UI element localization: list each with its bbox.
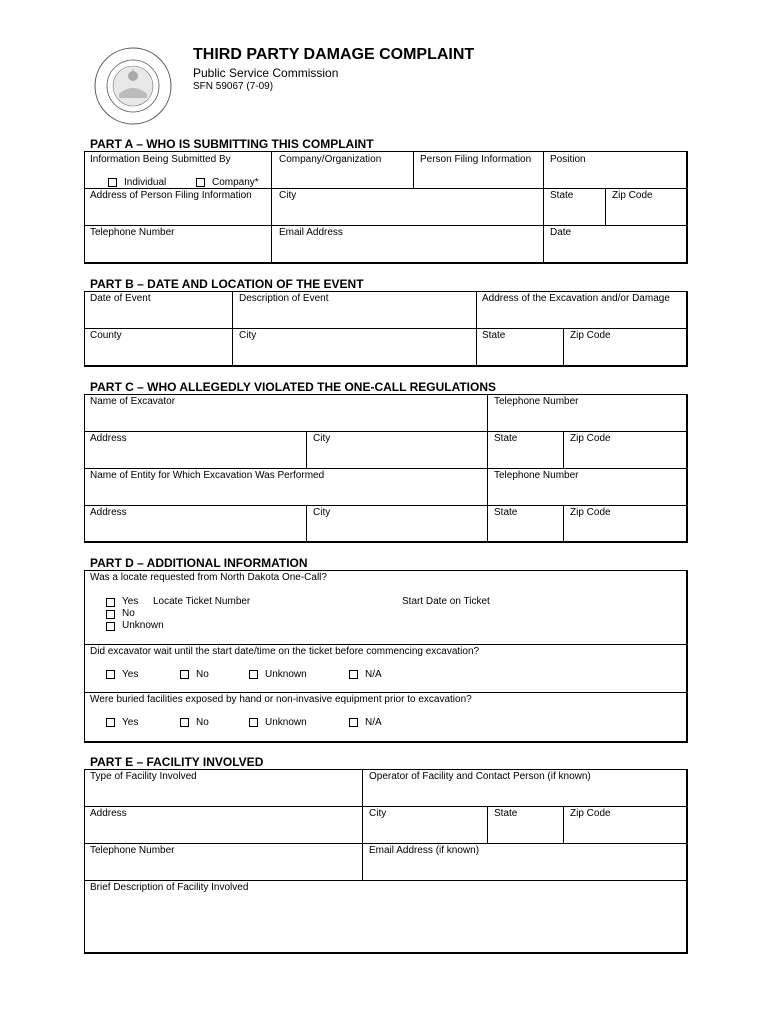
locate-unknown-label: Unknown — [122, 620, 164, 631]
excavator-telephone-field[interactable]: Telephone Number — [494, 396, 579, 407]
facility-state-field[interactable]: State — [494, 808, 518, 819]
wait-yes-label: Yes — [122, 669, 139, 680]
facility-email-field[interactable]: Email Address (if known) — [369, 845, 480, 856]
wait-no-label: No — [196, 669, 209, 680]
description-of-event-field[interactable]: Description of Event — [239, 293, 329, 304]
entity-zip-field[interactable]: Zip Code — [570, 507, 611, 518]
wait-yes-checkbox[interactable] — [106, 670, 115, 679]
wait-no-checkbox[interactable] — [180, 670, 189, 679]
company-checkbox[interactable] — [196, 178, 205, 187]
excavator-city-field[interactable]: City — [313, 433, 331, 444]
date-field[interactable]: Date — [550, 227, 572, 238]
entity-telephone-field[interactable]: Telephone Number — [494, 470, 579, 481]
exposed-yes-checkbox[interactable] — [106, 718, 115, 727]
locate-yes-label: Yes — [122, 596, 139, 607]
locate-no-checkbox[interactable] — [106, 610, 115, 619]
individual-label: Individual — [124, 177, 167, 188]
address-excavation-field[interactable]: Address of the Excavation and/or Damage — [482, 293, 670, 304]
zip-code-field[interactable]: Zip Code — [570, 330, 611, 341]
address-person-filing-field[interactable]: Address of Person Filing Information — [90, 190, 252, 201]
locate-yes-checkbox[interactable] — [106, 598, 115, 607]
exposed-unknown-label: Unknown — [265, 717, 307, 728]
state-field[interactable]: State — [482, 330, 506, 341]
part-a-title: PART A – WHO IS SUBMITTING THIS COMPLAINT — [90, 137, 374, 151]
wait-start-date-question: Did excavator wait until the start date/time on the ticket before commencing excavation? — [90, 646, 480, 657]
email-field[interactable]: Email Address — [279, 227, 343, 238]
info-submitted-by-label: Information Being Submitted By — [90, 154, 231, 165]
facility-city-field[interactable]: City — [369, 808, 387, 819]
individual-checkbox[interactable] — [108, 178, 117, 187]
excavator-address-field[interactable]: Address — [90, 433, 127, 444]
buried-facilities-question: Were buried facilities exposed by hand or non-invasive equipment prior to excavation? — [90, 694, 472, 705]
exposed-na-checkbox[interactable] — [349, 718, 358, 727]
part-e-title: PART E – FACILITY INVOLVED — [90, 755, 264, 769]
county-field[interactable]: County — [90, 330, 122, 341]
start-date-on-ticket-field[interactable]: Start Date on Ticket — [402, 596, 490, 607]
part-c-title: PART C – WHO ALLEGEDLY VIOLATED THE ONE-CALL REGULATIONS — [90, 380, 497, 394]
part-e-box — [84, 769, 688, 954]
facility-address-field[interactable]: Address — [90, 808, 127, 819]
wait-unknown-checkbox[interactable] — [249, 670, 258, 679]
zip-code-field[interactable]: Zip Code — [612, 190, 653, 201]
excavator-state-field[interactable]: State — [494, 433, 518, 444]
position-field[interactable]: Position — [550, 154, 586, 165]
company-organization-field[interactable]: Company/Organization — [279, 154, 382, 165]
agency-name: Public Service Commission — [193, 66, 339, 80]
wait-na-label: N/A — [365, 669, 382, 680]
part-b-title: PART B – DATE AND LOCATION OF THE EVENT — [90, 277, 364, 291]
exposed-no-checkbox[interactable] — [180, 718, 189, 727]
date-of-event-field[interactable]: Date of Event — [90, 293, 151, 304]
state-seal-icon — [93, 46, 173, 126]
facility-telephone-field[interactable]: Telephone Number — [90, 845, 175, 856]
type-of-facility-field[interactable]: Type of Facility Involved — [90, 771, 197, 782]
city-field[interactable]: City — [239, 330, 257, 341]
facility-zip-field[interactable]: Zip Code — [570, 808, 611, 819]
excavator-zip-field[interactable]: Zip Code — [570, 433, 611, 444]
exposed-unknown-checkbox[interactable] — [249, 718, 258, 727]
exposed-na-label: N/A — [365, 717, 382, 728]
entity-name-field[interactable]: Name of Entity for Which Excavation Was Performed — [90, 470, 325, 481]
operator-contact-field[interactable]: Operator of Facility and Contact Person (if known) — [369, 771, 591, 782]
state-field[interactable]: State — [550, 190, 574, 201]
person-filing-info-field[interactable]: Person Filing Information — [420, 154, 532, 165]
telephone-field[interactable]: Telephone Number — [90, 227, 175, 238]
city-field[interactable]: City — [279, 190, 297, 201]
company-label: Company* — [212, 177, 259, 188]
part-d-title: PART D – ADDITIONAL INFORMATION — [90, 556, 308, 570]
name-of-excavator-field[interactable]: Name of Excavator — [90, 396, 176, 407]
entity-city-field[interactable]: City — [313, 507, 331, 518]
entity-state-field[interactable]: State — [494, 507, 518, 518]
part-a-box — [84, 151, 688, 264]
locate-ticket-number-field[interactable]: Locate Ticket Number — [153, 596, 251, 607]
locate-unknown-checkbox[interactable] — [106, 622, 115, 631]
wait-na-checkbox[interactable] — [349, 670, 358, 679]
wait-unknown-label: Unknown — [265, 669, 307, 680]
exposed-no-label: No — [196, 717, 209, 728]
locate-no-label: No — [122, 608, 135, 619]
form-title: THIRD PARTY DAMAGE COMPLAINT — [193, 46, 475, 63]
form-number: SFN 59067 (7-09) — [193, 81, 274, 92]
exposed-yes-label: Yes — [122, 717, 139, 728]
facility-description-field[interactable]: Brief Description of Facility Involved — [90, 882, 249, 893]
entity-address-field[interactable]: Address — [90, 507, 127, 518]
locate-requested-question: Was a locate requested from North Dakota One-Call? — [90, 572, 327, 583]
